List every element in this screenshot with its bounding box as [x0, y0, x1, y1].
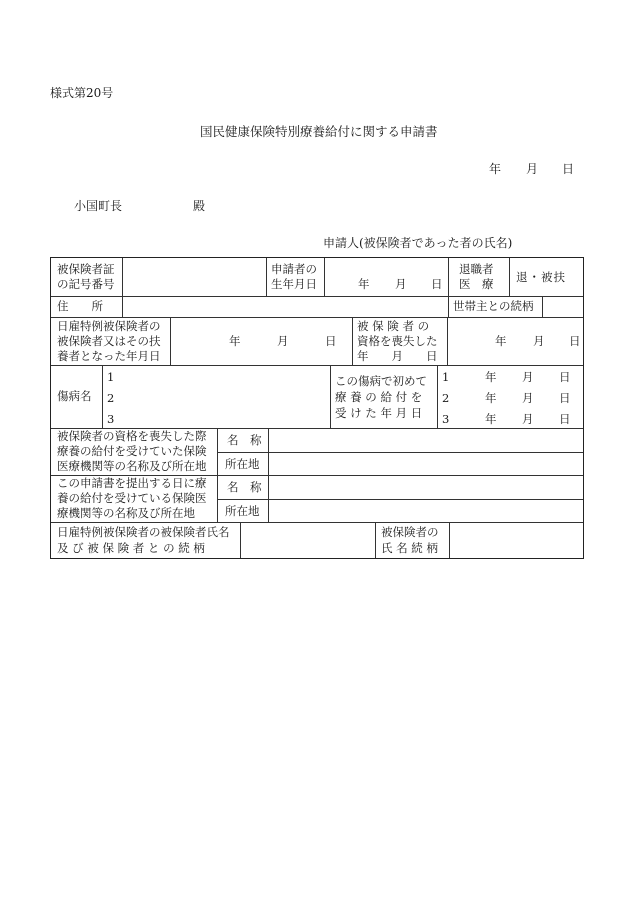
applicant-label: 申請人(被保険者であった者の氏名) [323, 236, 513, 250]
previous-institution-name-label: 名 称 [227, 433, 262, 447]
current-institution-name-label: 名 称 [227, 480, 262, 494]
previous-institution-location-label: 所在地 [225, 457, 260, 471]
disease-number-1: 1 [107, 370, 115, 384]
retired-value: 退・被扶 [516, 270, 566, 284]
previous-institution-label-1: 被保険者の資格を喪失した際 [57, 429, 207, 443]
disease-label: 傷病名 [57, 389, 92, 403]
day-worker-month: 月 [277, 334, 289, 348]
current-institution-label-3: 療機関等の名称及び所在地 [57, 506, 195, 520]
lost-day: 日 [569, 334, 581, 348]
birth-year: 年 [358, 277, 370, 291]
date-day: 日 [562, 162, 575, 176]
address-label: 住 所 [57, 299, 103, 313]
treatment-date-number-1: 1 [442, 370, 450, 384]
treatment-date-number-3: 3 [442, 412, 450, 426]
treatment-date-number-2: 2 [442, 391, 450, 405]
date-month: 月 [526, 162, 539, 176]
disease-number-2: 2 [107, 391, 115, 405]
previous-institution-label-3: 医療機関等の名称及び所在地 [57, 459, 207, 473]
current-institution-label-2: 養の給付を受けている保険医 [57, 491, 207, 505]
first-treatment-label-1: この傷病で初めて [335, 374, 427, 388]
retired-label-2: 医 療 [459, 277, 494, 291]
application-form-table [50, 257, 584, 559]
birth-label-2: 生年月日 [271, 277, 317, 291]
day-worker-insured-name-label-2: 及 び 被 保 険 者 と の 続 柄 [57, 541, 205, 555]
current-institution-label-1: この申請書を提出する日に療 [57, 476, 207, 490]
lost-label-3: 年 月 日 [357, 349, 438, 363]
treatment-1-year: 年 [485, 370, 497, 384]
day-worker-label-1: 日雇特例被保険者の [57, 319, 161, 333]
lost-label-2: 資格を喪失した [357, 334, 438, 348]
treatment-3-year: 年 [485, 412, 497, 426]
treatment-1-day: 日 [559, 370, 571, 384]
honorific: 殿 [193, 199, 206, 213]
treatment-2-year: 年 [485, 391, 497, 405]
lost-label-1: 被 保 険 者 の [357, 319, 430, 333]
lost-year: 年 [495, 334, 507, 348]
day-worker-label-3: 養者となった年月日 [57, 349, 161, 363]
day-worker-insured-name-label-1: 日雇特例被保険者の被保険者氏名 [57, 525, 230, 539]
day-worker-label-2: 被保険者又はその扶 [57, 334, 161, 348]
first-treatment-label-3: 受 け た 年 月 日 [335, 406, 423, 420]
day-worker-day: 日 [325, 334, 337, 348]
treatment-3-month: 月 [522, 412, 534, 426]
birth-day: 日 [431, 277, 443, 291]
card-number-label-1: 被保険者証 [57, 262, 115, 276]
disease-number-3: 3 [107, 412, 115, 426]
card-number-label-2: の記号番号 [57, 277, 115, 291]
lost-month: 月 [533, 334, 545, 348]
addressee: 小国町長 [74, 199, 123, 213]
first-treatment-label-2: 療 養 の 給 付 を [335, 390, 423, 404]
household-relation-label: 世帯主との続柄 [453, 299, 534, 313]
retired-label-1: 退職者 [459, 262, 494, 276]
form-title: 国民健康保険特別療養給付に関する申請書 [200, 124, 438, 139]
birth-label-1: 申請者の [271, 262, 317, 276]
birth-month: 月 [395, 277, 407, 291]
treatment-2-day: 日 [559, 391, 571, 405]
day-worker-year: 年 [229, 334, 241, 348]
insured-name-relation-label-1: 被保険者の [381, 525, 439, 539]
date-year: 年 [489, 162, 502, 176]
treatment-1-month: 月 [522, 370, 534, 384]
insured-name-relation-label-2: 氏 名 続 柄 [381, 541, 438, 555]
previous-institution-label-2: 療養の給付を受けていた保険 [57, 444, 207, 458]
form-number: 様式第20号 [50, 86, 114, 100]
treatment-3-day: 日 [559, 412, 571, 426]
treatment-2-month: 月 [522, 391, 534, 405]
current-institution-location-label: 所在地 [225, 504, 260, 518]
